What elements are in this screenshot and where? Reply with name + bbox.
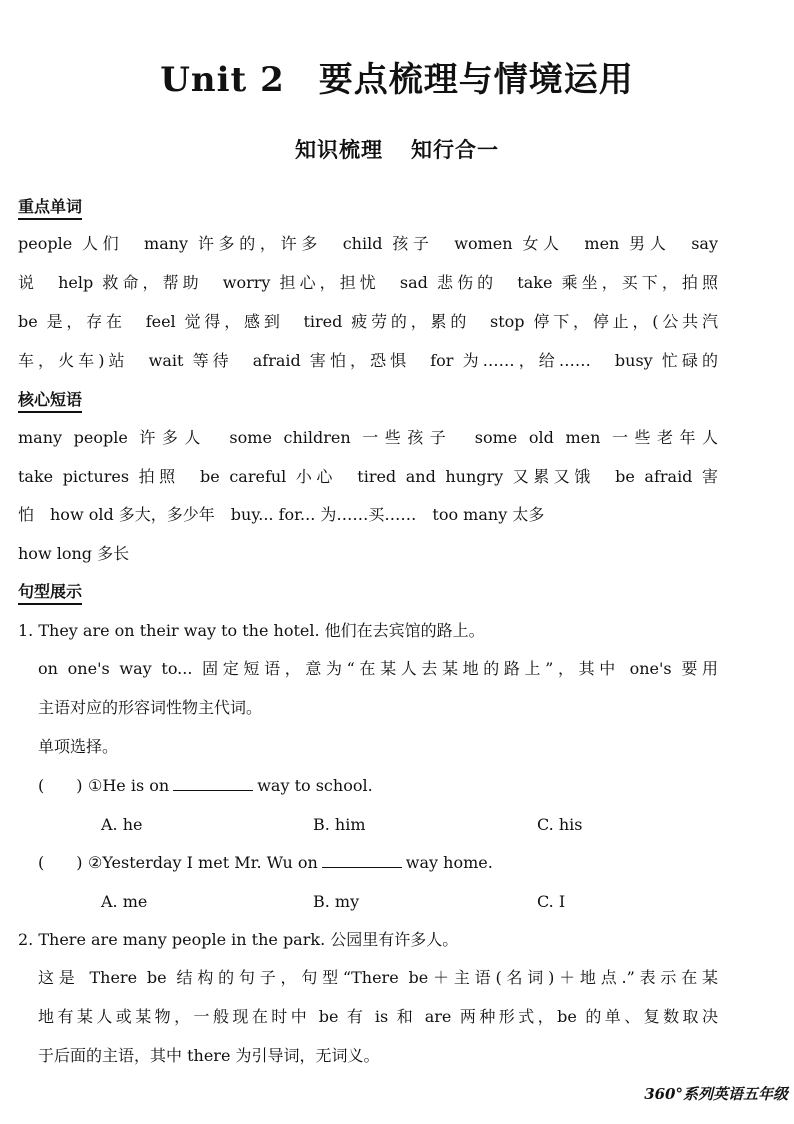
option-a: A. he bbox=[101, 815, 143, 834]
series-footer: 360°系列英语五年级 bbox=[644, 1085, 788, 1103]
sentence-1-note-2: 主语对应的形容词性物主代词。 bbox=[38, 698, 263, 717]
answer-bracket[interactable]: ( ) bbox=[38, 776, 83, 795]
option-b: B. my bbox=[313, 892, 360, 911]
phrase-line-2: take pictures 拍照 be careful 小心 tired and hungry 又累又饿 be afraid 害 bbox=[18, 467, 718, 486]
option-c: C. I bbox=[537, 892, 566, 911]
option-c: C. his bbox=[537, 815, 583, 834]
option-b: B. him bbox=[313, 815, 366, 834]
question-2-tail: way home. bbox=[405, 853, 493, 872]
phrases-heading: 核心短语 bbox=[18, 390, 82, 413]
sentence-2-note-3: 于后面的主语，其中 there 为引导词，无词义。 bbox=[38, 1046, 380, 1065]
question-1-stem: ①He is on bbox=[88, 776, 170, 795]
sentences-heading: 句型展示 bbox=[18, 582, 82, 605]
option-a: A. me bbox=[101, 892, 148, 911]
vocab-line-3: be 是，存在 feel 觉得，感到 tired 疲劳的，累的 stop 停下，停止，(公共汽 bbox=[18, 312, 718, 331]
sentence-1-note-1: on one's way to... 固定短语，意为“在某人去某地的路上”，其中 one's 要用 bbox=[38, 659, 718, 678]
unit-title: 要点梳理与情境运用 bbox=[318, 60, 634, 100]
question-1-tail: way to school. bbox=[257, 776, 373, 795]
phrase-line-3: 怕 how old 多大，多少年 buy... for... 为……买…… too many 太多 bbox=[18, 505, 545, 524]
sentence-2-note-1: 这是 There be 结构的句子，句型“There be＋主语(名词)＋地点.”表示在某 bbox=[38, 968, 718, 987]
vocab-heading: 重点单词 bbox=[18, 197, 82, 220]
page-title bbox=[0, 52, 794, 101]
sentence-2-note-2: 地有某人或某物，一般现在时中 be 有 is 和 are 两种形式，be 的单、复数取决 bbox=[38, 1007, 718, 1026]
subtitle-part-a: 知识梳理 bbox=[295, 138, 383, 162]
exercise-instruction: 单项选择。 bbox=[38, 737, 119, 756]
phrase-line-1: many people 许多人 some children 一些孩子 some old men 一些老年人 bbox=[18, 428, 718, 447]
section-subtitle bbox=[0, 134, 794, 164]
vocab-line-2: 说 help 救命，帮助 worry 担心，担忧 sad 悲伤的 take 乘坐，买下，拍照 bbox=[18, 273, 718, 292]
vocab-line-1: people 人们 many 许多的，许多 child 孩子 women 女人 men 男人 say bbox=[18, 234, 718, 253]
answer-bracket[interactable]: ( ) bbox=[38, 853, 83, 872]
sentence-1: 1. They are on their way to the hotel. 他们在去宾馆的路上。 bbox=[18, 621, 485, 640]
question-2-stem: ②Yesterday I met Mr. Wu on bbox=[88, 853, 318, 872]
unit-number: Unit 2 bbox=[160, 60, 285, 100]
sentence-2: 2. There are many people in the park. 公园里有许多人。 bbox=[18, 930, 459, 949]
question-2 bbox=[38, 852, 493, 874]
vocab-line-4: 车，火车)站 wait 等待 afraid 害怕，恐惧 for 为……，给…… busy 忙碌的 bbox=[18, 351, 718, 370]
subtitle-part-b: 知行合一 bbox=[411, 138, 499, 162]
answer-blank[interactable] bbox=[173, 776, 253, 791]
question-1 bbox=[38, 775, 373, 797]
answer-blank[interactable] bbox=[322, 853, 402, 868]
phrase-line-4: how long 多长 bbox=[18, 544, 130, 563]
